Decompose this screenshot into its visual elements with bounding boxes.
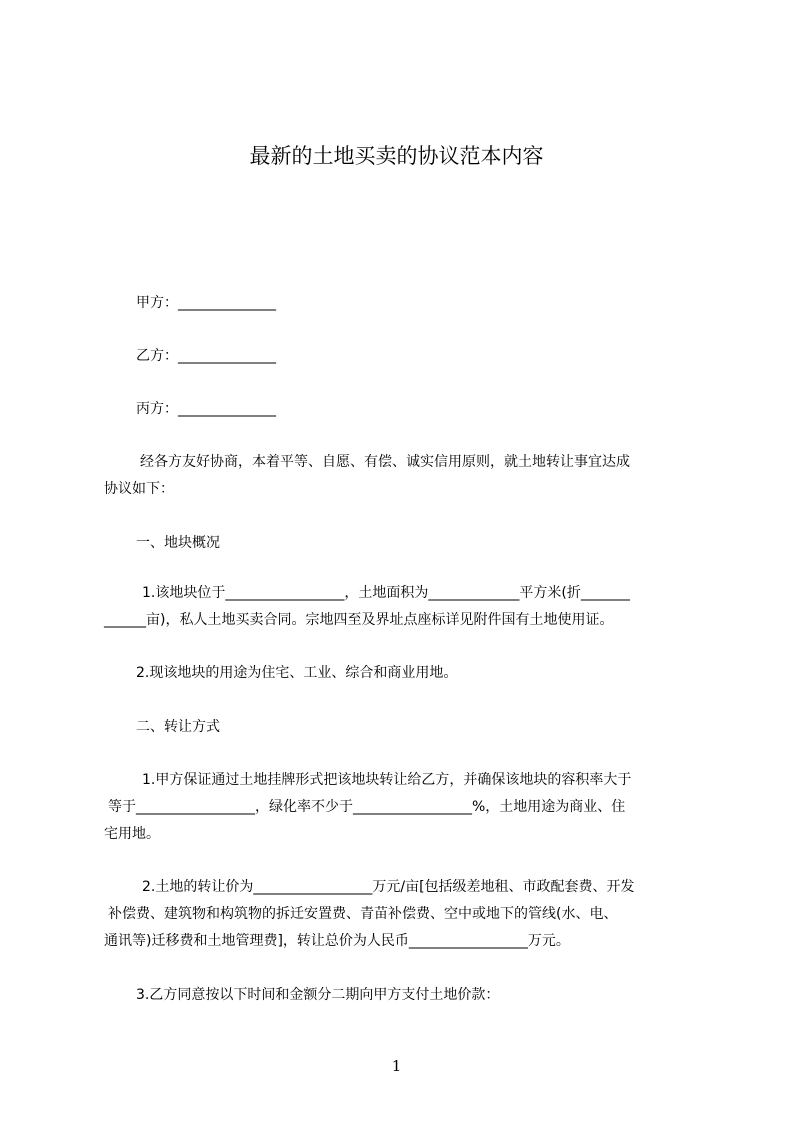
section-2-item-2-line-2: 补偿费、建筑物和构筑物的拆迁安置费、青苗补偿费、空中或地下的管线(水、电、 [108, 906, 618, 922]
section-1-item-1-line-2: ______亩)，私人土地买卖合同。宗地四至及界址点座标详见附件国有土地使用证。 [104, 612, 614, 628]
section-1-item-1-line-1: 1.该地块位于_________________，土地面积为_____________平方米(折_______ [142, 585, 630, 601]
section-2-item-1-line-2: 等于_________________，绿化率不少于_________________%，土地用途为商业、住 [108, 799, 626, 815]
party-b-line: 乙方：______________ [136, 348, 276, 364]
section-2-item-1-line-1: 1.甲方保证通过土地挂牌形式把该地块转让给乙方，并确保该地块的容积率大于 [142, 772, 632, 788]
section-2-item-1-line-3: 宅用地。 [104, 826, 160, 842]
page-number: 1 [391, 1057, 402, 1075]
intro-line-1: 经各方友好协商，本着平等、自愿、有偿、诚实信用原则，就土地转让事宜达成 [140, 454, 630, 470]
section-1-heading: 一、地块概况 [136, 535, 220, 551]
party-a-line: 甲方：______________ [136, 295, 276, 311]
section-2-item-2-line-1: 2.土地的转让价为_________________万元/亩[包括级差地租、市政配套费、开发 [142, 879, 635, 895]
party-c-line: 丙方：______________ [136, 401, 276, 417]
section-2-heading: 二、转让方式 [136, 719, 220, 735]
section-1-item-2: 2.现该地块的用途为住宅、工业、综合和商业用地。 [136, 665, 458, 681]
section-2-item-2-line-3: 通讯等)迁移费和土地管理费]，转让总价为人民币_________________万元。 [104, 933, 570, 949]
intro-line-2: 协议如下： [104, 481, 174, 497]
section-2-item-3: 3.乙方同意按以下时间和金额分二期向甲方支付土地价款： [136, 987, 500, 1003]
document-title: 最新的土地买卖的协议范本内容 [249, 144, 544, 168]
